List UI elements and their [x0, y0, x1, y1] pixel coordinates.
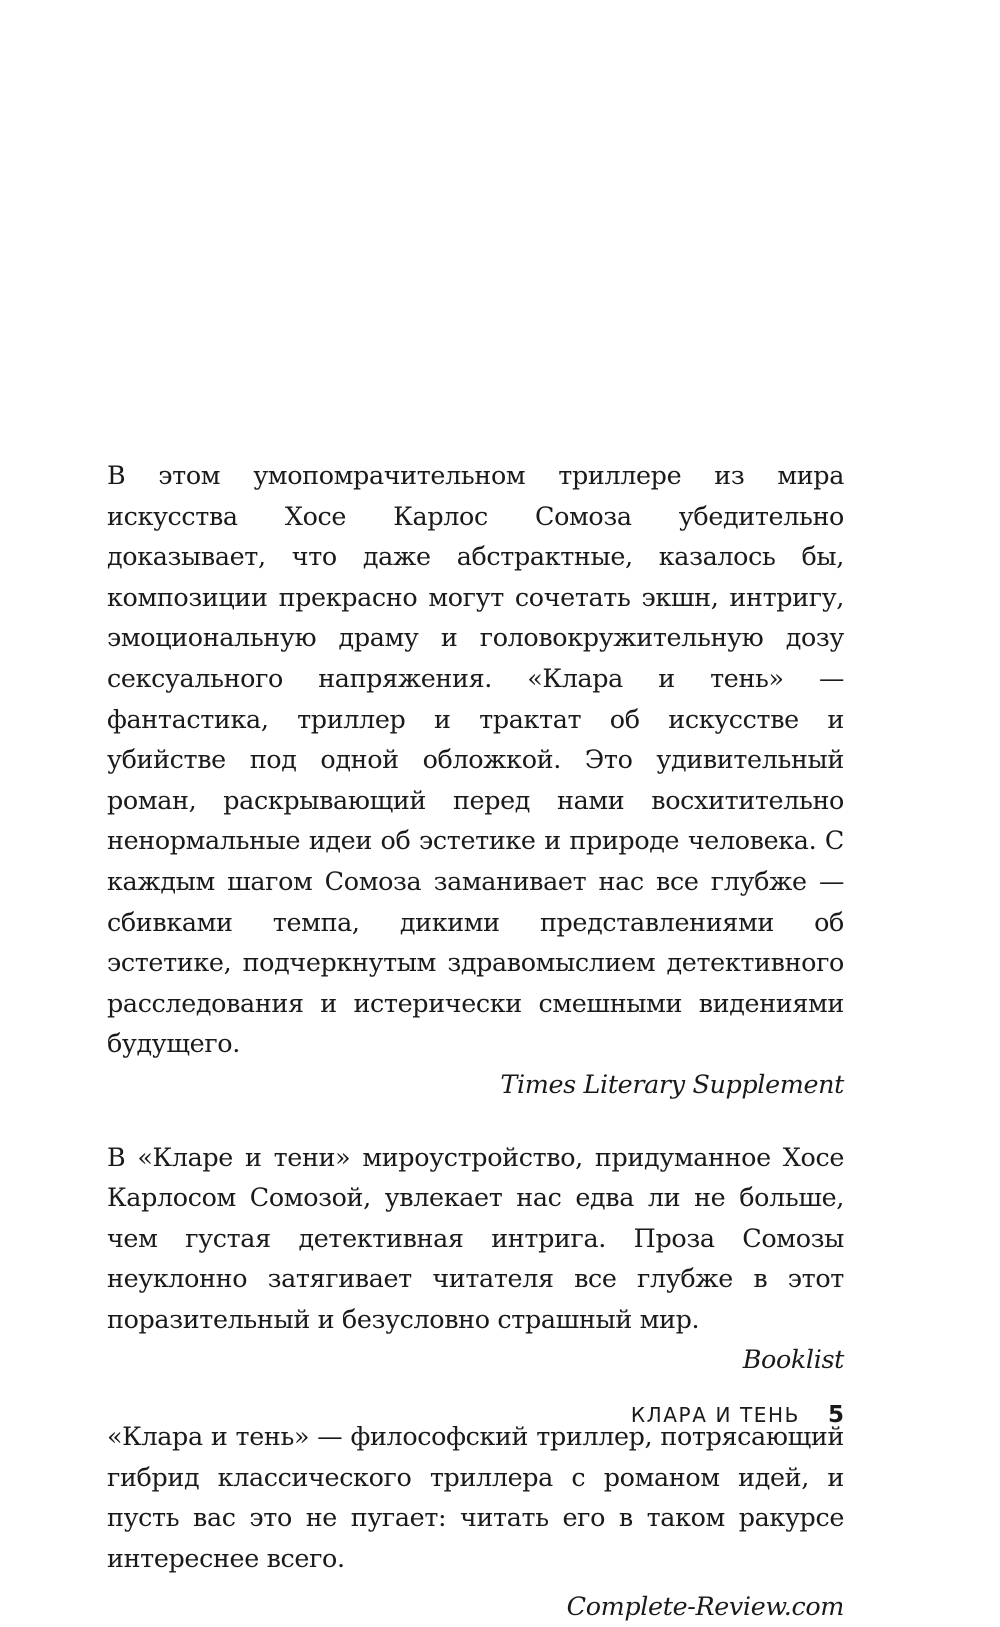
page-number: 5 — [827, 1402, 844, 1428]
blurb-text: В «Кларе и тени» мироустройство, придуманное Хосе Карлосом Сомозой, увлекает нас едва ли не больше, чем густая детективная интрига. Проза Сомозы неуклонно затягивает читателя все глубже в этот поразительный и безусловно страшный мир. — [107, 1141, 844, 1334]
blurb-text: В этом умопомрачительном триллере из мира искусства Хосе Карлос Сомоза убедительно доказывает, что даже абстрактные, казалось бы, композиции прекрасно могут сочетать экшн, интригу, эмоциональную драму и головокружительную дозу сексуального напряжения. «Клара и тень» — фантастика, триллер и трактат об искусстве и убийстве под одной обложкой. Это удивительный роман, раскрывающий перед нами восхитительно ненормальные идеи об эстетике и природе человека. С каждым шагом Сомоза заманивает нас все глубже — сбивками темпа, дикими представлениями об эстетике, подчеркнутым здравомыслием детективного расследования и истерически смешными видениями будущего. — [107, 460, 844, 1059]
blurb-spacer — [107, 1105, 844, 1137]
review-blurbs — [107, 455, 844, 1627]
running-title: КЛАРА И ТЕНЬ — [630, 1403, 800, 1427]
blurb-text: «Клара и тень» — философский триллер, потрясающий гибрид классического триллера с романом идей, и пусть вас это не пугает: читать его в таком ракурсе интереснее всего. — [107, 1421, 844, 1573]
blurb-source: Booklist — [742, 1344, 844, 1375]
blurb-source: Times Literary Supplement — [500, 1068, 844, 1099]
page-footer — [631, 1402, 844, 1428]
blurb-source: Complete-Review.com — [566, 1591, 844, 1622]
